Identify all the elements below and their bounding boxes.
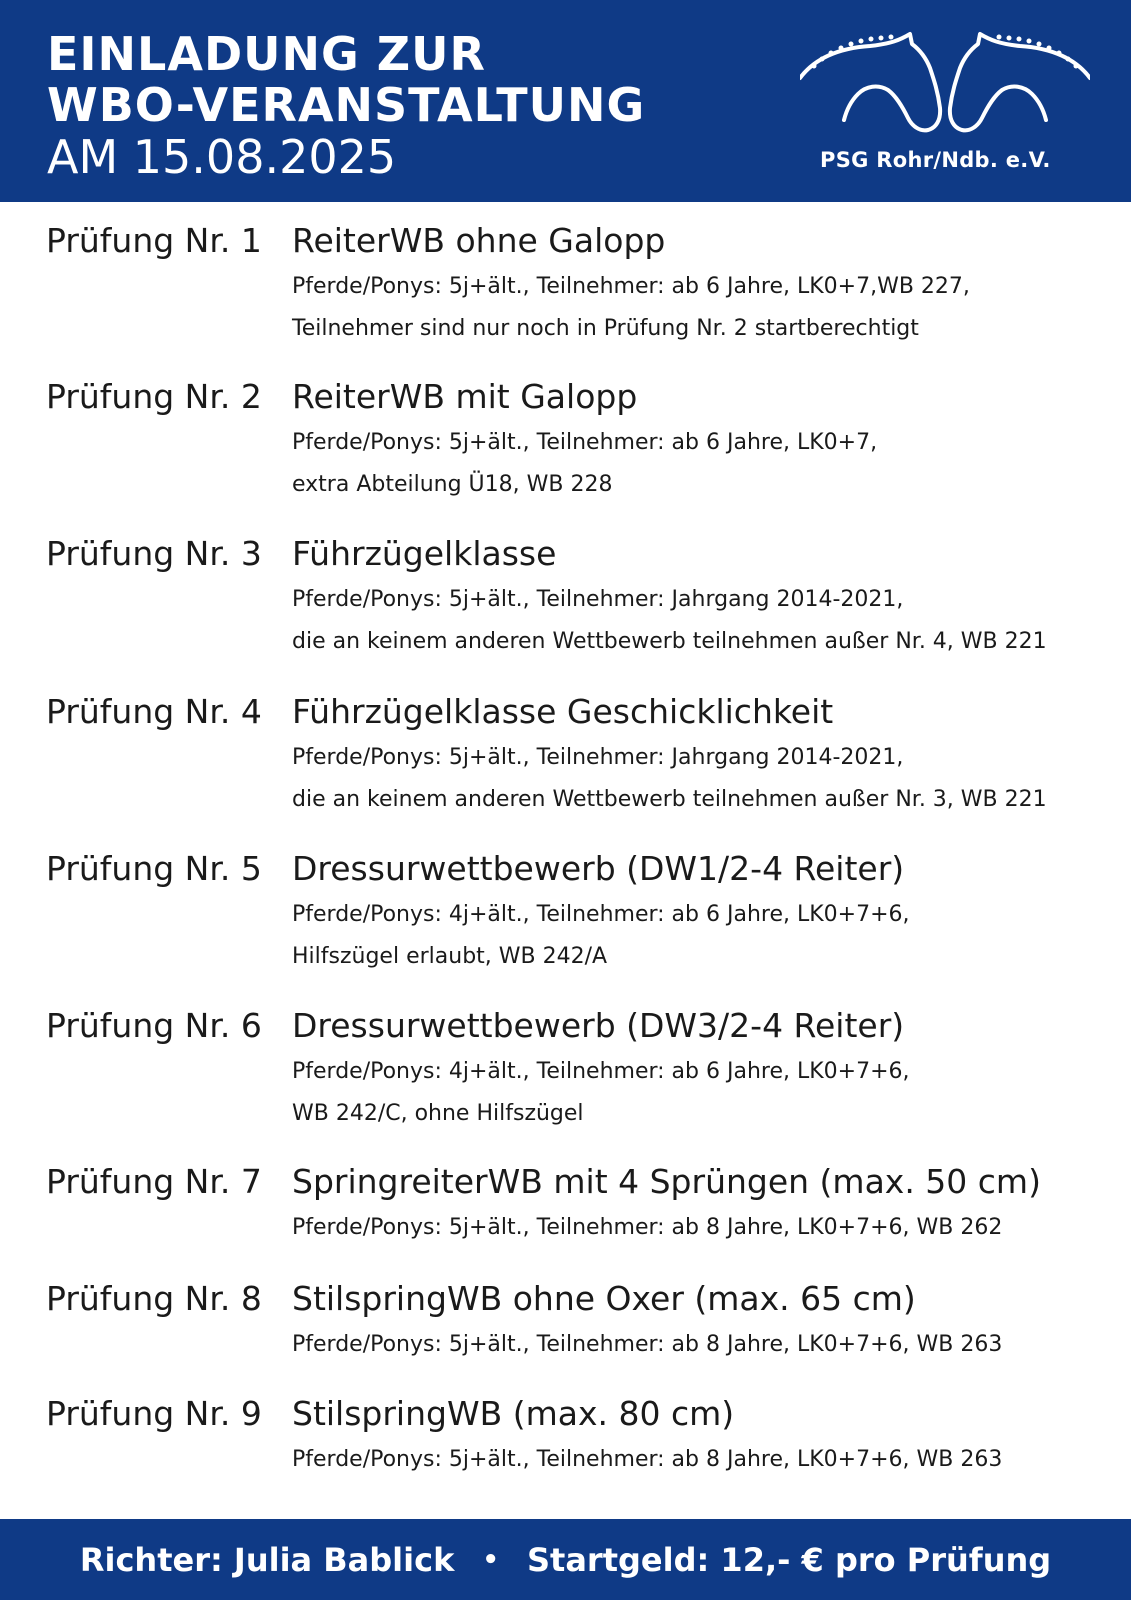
event-detail: die an keinem anderen Wettbewerb teilnehmen außer Nr. 3, WB 221: [292, 787, 1047, 812]
event-title: Dressurwettbewerb (DW3/2-4 Reiter): [292, 1006, 905, 1045]
event-number: Prüfung Nr. 1: [46, 221, 262, 260]
title-date: AM 15.08.2025: [47, 130, 397, 184]
event-title: SpringreiterWB mit 4 Sprüngen (max. 50 cm): [292, 1162, 1041, 1201]
event-detail: Pferde/Ponys: 5j+ält., Teilnehmer: Jahrgang 2014-2021,: [292, 745, 904, 770]
event-detail: Pferde/Ponys: 5j+ält., Teilnehmer: Jahrgang 2014-2021,: [292, 587, 904, 612]
event-detail: Hilfszügel erlaubt, WB 242/A: [292, 944, 608, 969]
footer-banner: [0, 1519, 1131, 1600]
event-detail: Pferde/Ponys: 4j+ält., Teilnehmer: ab 6 Jahre, LK0+7+6,: [292, 1059, 910, 1084]
header-banner: [0, 0, 1131, 202]
event-title: Führzügelklasse Geschicklichkeit: [292, 692, 834, 731]
event-detail: Pferde/Ponys: 5j+ält., Teilnehmer: ab 6 Jahre, LK0+7,WB 227,: [292, 274, 970, 299]
event-number: Prüfung Nr. 5: [46, 849, 262, 888]
event-title: ReiterWB ohne Galopp: [292, 221, 666, 260]
entry-fee-text: Startgeld: 12,- € pro Prüfung: [526, 1540, 1052, 1579]
event-detail: Pferde/Ponys: 5j+ält., Teilnehmer: ab 8 Jahre, LK0+7+6, WB 263: [292, 1447, 1003, 1472]
separator-bullet: •: [482, 1544, 499, 1575]
event-title: Führzügelklasse: [292, 534, 557, 573]
event-title: StilspringWB (max. 80 cm): [292, 1394, 735, 1433]
event-number: Prüfung Nr. 2: [46, 377, 262, 416]
event-number: Prüfung Nr. 3: [46, 534, 262, 573]
event-detail: WB 242/C, ohne Hilfszügel: [292, 1101, 584, 1126]
event-detail: die an keinem anderen Wettbewerb teilnehmen außer Nr. 4, WB 221: [292, 629, 1047, 654]
event-detail: Pferde/Ponys: 4j+ält., Teilnehmer: ab 6 Jahre, LK0+7+6,: [292, 902, 910, 927]
title-line-2: WBO-VERANSTALTUNG: [47, 78, 646, 132]
club-name: PSG Rohr/Ndb. e.V.: [820, 148, 1051, 172]
event-number: Prüfung Nr. 9: [46, 1394, 262, 1433]
title-line-1: EINLADUNG ZUR: [47, 27, 486, 81]
event-number: Prüfung Nr. 7: [46, 1162, 262, 1201]
event-number: Prüfung Nr. 8: [46, 1279, 262, 1318]
event-number: Prüfung Nr. 4: [46, 692, 262, 731]
event-title: StilspringWB ohne Oxer (max. 65 cm): [292, 1279, 916, 1318]
judge-text: Richter: Julia Bablick: [79, 1540, 455, 1579]
event-number: Prüfung Nr. 6: [46, 1006, 262, 1045]
event-detail: Teilnehmer sind nur noch in Prüfung Nr. 2 startberechtigt: [292, 316, 919, 341]
event-title: Dressurwettbewerb (DW1/2-4 Reiter): [292, 849, 905, 888]
event-detail: Pferde/Ponys: 5j+ält., Teilnehmer: ab 6 Jahre, LK0+7,: [292, 430, 878, 455]
event-detail: Pferde/Ponys: 5j+ält., Teilnehmer: ab 8 Jahre, LK0+7+6, WB 262: [292, 1215, 1003, 1240]
two-horse-heads-logo-icon: [800, 28, 1090, 148]
event-detail: Pferde/Ponys: 5j+ält., Teilnehmer: ab 8 Jahre, LK0+7+6, WB 263: [292, 1332, 1003, 1357]
event-title: ReiterWB mit Galopp: [292, 377, 638, 416]
event-detail: extra Abteilung Ü18, WB 228: [292, 472, 613, 497]
